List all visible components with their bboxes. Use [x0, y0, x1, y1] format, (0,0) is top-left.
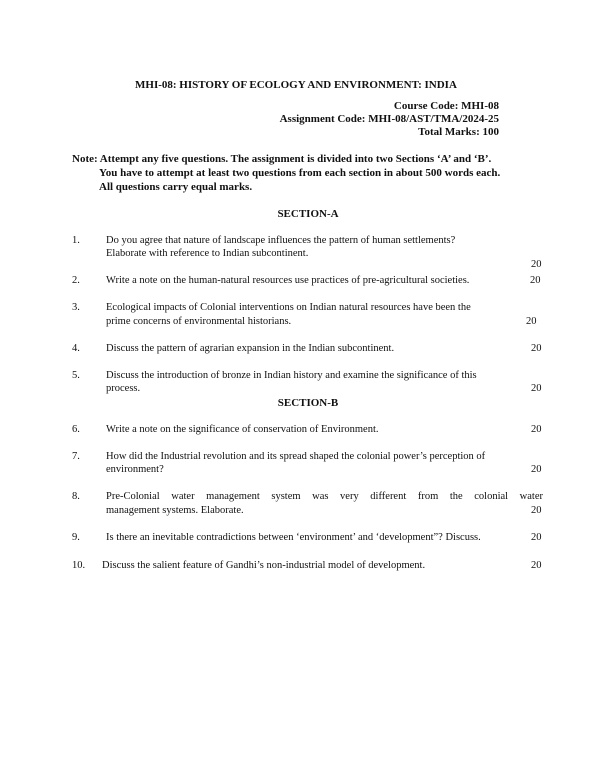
question-text: Do you agree that nature of landscape influences the pattern of human settlements?	[106, 235, 456, 246]
note-line-3: All questions carry equal marks.	[99, 181, 253, 193]
question-text: Discuss the pattern of agrarian expansion in the Indian subcontinent.	[106, 343, 395, 354]
question-marks: 20	[531, 259, 542, 270]
question-number: 7.	[72, 451, 80, 462]
question-marks: 20	[531, 383, 542, 394]
question-number: 5.	[72, 370, 80, 381]
question-text: Discuss the salient feature of Gandhi’s non-industrial model of development.	[102, 560, 426, 571]
section-a-heading: SECTION-A	[277, 208, 339, 220]
course-code: Course Code: MHI-08	[393, 100, 499, 112]
question-marks: 20	[531, 424, 542, 435]
note-line-1: Note: Attempt any five questions. The assignment is divided into two Sections ‘A’ and ‘B’.	[72, 153, 492, 165]
question-number: 1.	[72, 235, 80, 246]
question-number: 6.	[72, 424, 80, 435]
total-marks: Total Marks: 100	[418, 126, 499, 138]
question-text: Elaborate with reference to Indian subcontinent.	[106, 248, 309, 259]
question-marks: 20	[531, 505, 542, 516]
question-number: 8.	[72, 491, 80, 502]
question-text: Write a note on the human-natural resources use practices of pre-agricultural societies.	[106, 275, 470, 286]
question-marks: 20	[531, 464, 542, 475]
page-title: MHI-08: HISTORY OF ECOLOGY AND ENVIRONMENT: INDIA	[135, 79, 457, 91]
section-b-heading: SECTION-B	[277, 397, 339, 409]
question-marks: 20	[531, 532, 542, 543]
question-text: prime concerns of environmental historians.	[106, 316, 292, 327]
question-text: management systems. Elaborate.	[106, 505, 244, 516]
question-text: Write a note on the significance of conservation of Environment.	[106, 424, 379, 435]
question-text: Discuss the introduction of bronze in Indian history and examine the significance of this	[106, 370, 477, 381]
question-marks: 20	[531, 560, 542, 571]
note-line-2: You have to attempt at least two questions from each section in about 500 words each.	[99, 167, 501, 179]
question-marks: 20	[530, 275, 541, 286]
question-number: 4.	[72, 343, 80, 354]
question-text: Pre-Colonial water management system was very different from the colonial water	[106, 491, 543, 502]
question-number: 10.	[72, 560, 86, 571]
question-number: 2.	[72, 275, 80, 286]
assignment-code: Assignment Code: MHI-08/AST/TMA/2024-25	[279, 113, 499, 125]
question-number: 3.	[72, 302, 80, 313]
question-number: 9.	[72, 532, 80, 543]
question-text: Ecological impacts of Colonial interventions on Indian natural resources have been the	[106, 302, 471, 313]
question-marks: 20	[526, 316, 537, 327]
question-text: process.	[106, 383, 141, 394]
question-text: Is there an inevitable contradictions between ‘environment’ and ‘development”? Discuss.	[106, 532, 481, 543]
question-marks: 20	[531, 343, 542, 354]
question-text: How did the Industrial revolution and its spread shaped the colonial power’s perception of	[106, 451, 486, 462]
question-text: environment?	[106, 464, 164, 475]
